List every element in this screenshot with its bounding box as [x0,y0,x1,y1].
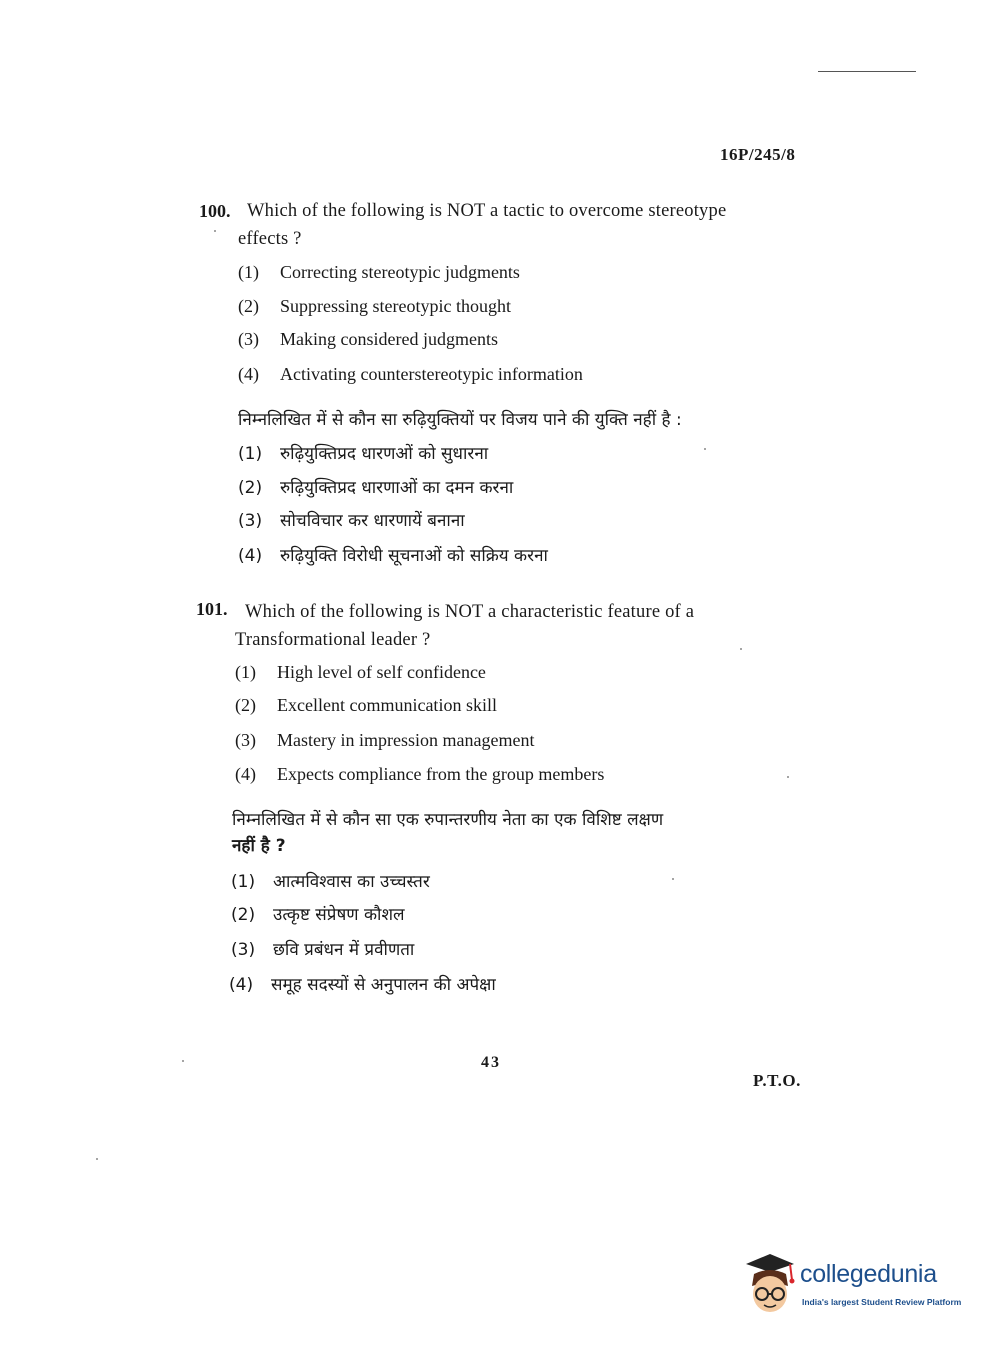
paper-code: 16P/245/8 [720,145,796,164]
option-number: (3) [231,940,256,960]
option-1 [235,662,486,683]
option-1 [238,262,520,283]
mascot-icon [742,1250,798,1316]
scan-speck [672,878,674,880]
option-number: (2) [231,905,256,925]
collegedunia-logo [742,1250,972,1316]
page-number: 43 [481,1054,501,1071]
option-text: समूह सदस्यों से अनुपालन की अपेक्षा [271,975,496,995]
option-text: रुढ़ियुक्तिप्रद धारणओं को सुधारना [280,444,489,464]
option-4 [238,364,583,385]
option-number: (4) [229,975,254,995]
option-text: Activating counterstereotypic information [280,364,583,384]
option-number: (4) [238,364,259,384]
option-3 [235,730,534,751]
option-number: (1) [238,444,263,464]
scan-speck [740,648,742,650]
hindi-question-line1: निम्नलिखित में से कौन सा एक रुपान्तरणीय नेता का एक विशिष्ट लक्षण [232,810,664,830]
scan-speck [787,776,789,778]
option-number: (1) [238,262,259,282]
scan-speck [182,1060,184,1062]
option-number: (3) [238,511,263,531]
option-number: (2) [238,296,259,316]
option-number: (2) [235,695,256,715]
option-text: उत्कृष्ट संप्रेषण कौशल [273,905,405,925]
option-text: रुढ़ियुक्ति विरोधी सूचनाओं को सक्रिय करना [280,546,548,566]
hindi-option-4 [229,972,496,995]
hindi-option-3 [231,937,414,960]
option-number: (4) [238,546,263,566]
pto-label: P.T.O. [753,1071,801,1090]
option-number: (1) [235,662,256,682]
scan-speck [704,448,706,450]
question-text-line2: effects ? [238,229,302,249]
option-text: Excellent communication skill [277,695,497,715]
option-text: रुढ़ियुक्तिप्रद धारणाओं का दमन करना [280,478,514,498]
scan-speck [214,230,216,232]
hindi-question-line1: निम्नलिखित में से कौन सा रुढ़ियुक्तियों पर विजय पाने की युक्ति नहीं है : [238,410,682,430]
question-text-line1: Which of the following is NOT a tactic to overcome stereotype [247,201,727,221]
option-number: (2) [238,478,263,498]
question-text-line2: Transformational leader ? [235,630,431,650]
option-3 [238,329,498,350]
option-number: (1) [231,872,256,892]
option-text: आत्मविश्वास का उच्चस्तर [273,872,430,892]
option-text: छवि प्रबंधन में प्रवीणता [273,940,415,960]
option-2 [235,695,497,716]
option-text: Mastery in impression management [277,730,535,750]
hindi-question-line2: नहीं है ? [232,836,286,856]
hindi-option-4 [238,543,548,566]
option-2 [238,296,511,317]
option-text: Correcting stereotypic judgments [280,262,520,282]
option-text: Suppressing stereotypic thought [280,296,511,316]
option-text: Making considered judgments [280,329,498,349]
question-text-line1: Which of the following is NOT a characteristic feature of a [245,602,695,622]
hindi-option-1 [238,441,488,464]
option-number: (3) [238,329,259,349]
logo-wordmark: collegedunia [800,1260,937,1288]
hindi-option-2 [238,475,513,498]
hindi-option-1 [231,869,430,892]
question-number: 100. [199,201,231,221]
option-number: (3) [235,730,256,750]
option-text: High level of self confidence [277,662,486,682]
option-4 [235,764,604,785]
top-rule [818,71,916,72]
option-number: (4) [235,764,256,784]
scan-speck [96,1158,98,1160]
option-text: सोचविचार कर धारणायें बनाना [280,511,465,531]
logo-tagline: India's largest Student Review Platform [802,1297,962,1307]
question-number: 101. [196,599,228,619]
option-text: Expects compliance from the group members [277,764,605,784]
hindi-option-3 [238,508,465,531]
hindi-option-2 [231,902,405,925]
